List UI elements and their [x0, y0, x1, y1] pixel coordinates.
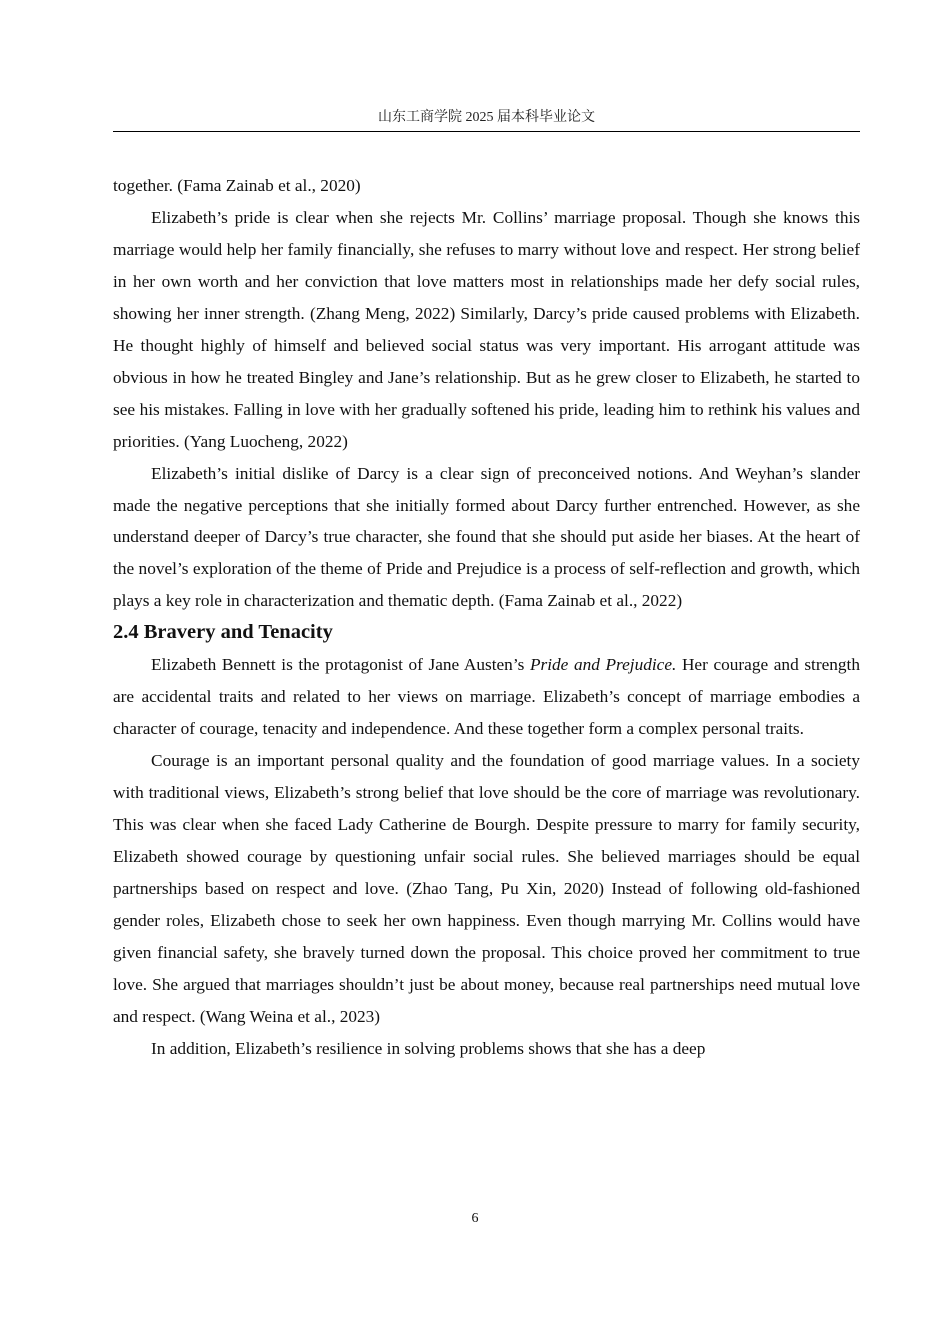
- paragraph-continuation: together. (Fama Zainab et al., 2020): [113, 176, 361, 195]
- paragraph-courage: Courage is an important personal quality and the foundation of good marriage values. In a society with traditional views, Elizabeth’s strong belief that love should be the core of marriage was revolutionary. This was clear when she faced Lady Catherine de Bourgh. Despite pressure to marry for family security, Elizabeth showed courage by questioning unfair social rules. She believed marriages should be equal partnerships based on respect and love. (Zhao Tang, Pu Xin, 2020) Instead of following old-fashioned gender roles, Elizabeth chose to seek her own happiness. Even though marrying Mr. Collins would have given financial safety, she bravely turned down the proposal. This choice proved her commitment to true love. She argued that marriages shouldn’t just be about money, because real partnerships need mutual love and respect. (Wang Weina et al., 2023): [113, 751, 860, 1026]
- paragraph-resilience: In addition, Elizabeth’s resilience in solving problems shows that she has a deep: [151, 1038, 706, 1058]
- paragraph-pride: Elizabeth’s pride is clear when she rejects Mr. Collins’ marriage proposal. Though she knows this marriage would help her family financially, she refuses to marry without love and respect. Her strong belief in her own worth and her conviction that love matters most in relationships made her defy social rules, showing her inner strength. (Zhang Meng, 2022) Similarly, Darcy’s pride caused problems with Elizabeth. He thought highly of himself and believed social status was very important. His arrogant attitude was obvious in how he treated Bingley and Jane’s relationship. But as he grew closer to Elizabeth, he started to see his mistakes. Falling in love with her gradually softened his pride, leading him to rethink his values and priorities. (Yang Luocheng, 2022): [113, 207, 860, 451]
- paragraph-text: Elizabeth Bennett is the protagonist of Jane Austen’s: [151, 655, 530, 675]
- book-title: Pride and Prejudice.: [529, 655, 677, 675]
- header-divider: [113, 131, 860, 132]
- running-header: 山东工商学院 2025 届本科毕业论文: [378, 110, 595, 125]
- page-number: 6: [471, 1211, 479, 1226]
- body-text: [113, 170, 860, 1065]
- paragraph-text: Her courage and strength are accidental traits and related to her views on marriage. Elizabeth’s concept of marriage embodies a character of courage, tenacity and independence. And these together form a complex personal traits.: [113, 655, 860, 739]
- section-heading: 2.4 Bravery and Tenacity: [113, 621, 333, 644]
- paragraph-protagonist: [113, 649, 860, 745]
- paragraph-prejudice: Elizabeth’s initial dislike of Darcy is a clear sign of preconceived notions. And Weyhan’s slander made the negative perceptions that she initially formed about Darcy further entrenched. However, as she understand deeper of Darcy’s true character, she found that she should put aside her biases. At the heart of the novel’s exploration of the theme of Pride and Prejudice is a process of self-reflection and growth, which plays a key role in characterization and thematic depth. (Fama Zainab et al., 2022): [113, 463, 860, 611]
